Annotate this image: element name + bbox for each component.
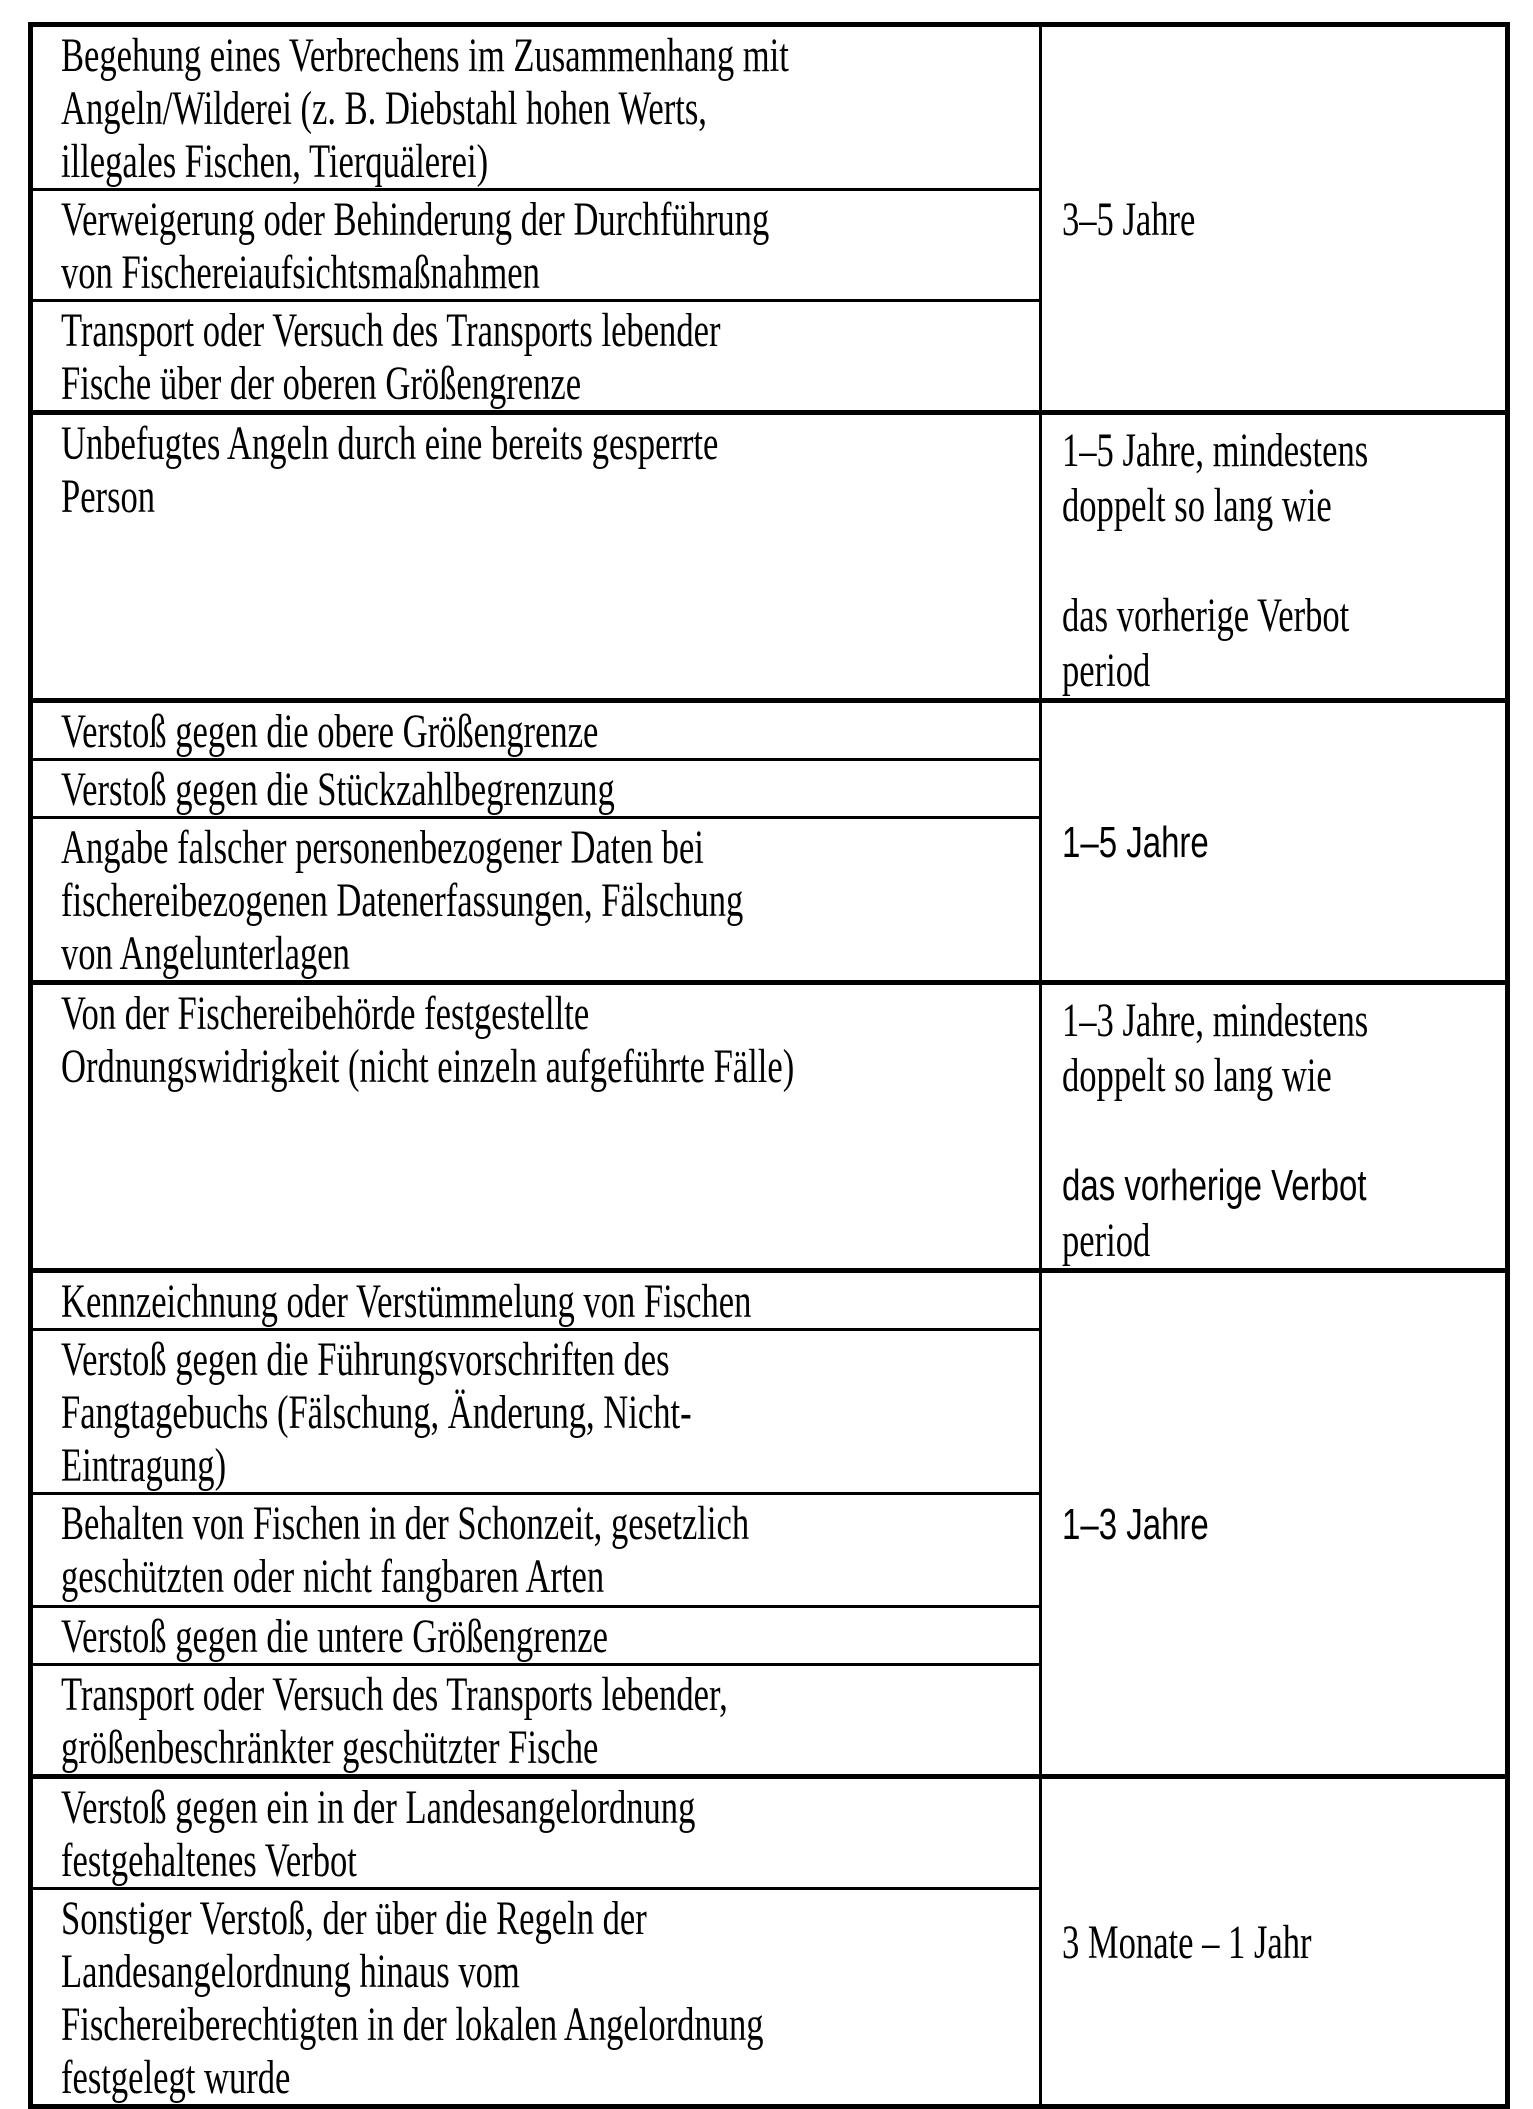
violation-line: Transport oder Versuch des Transports lebender — [61, 304, 721, 357]
penalty-line: doppelt so lang wie — [1062, 1049, 1332, 1102]
violation-line: von Fischereiaufsichtsmaßnahmen — [61, 246, 540, 299]
violation-line: Von der Fischereibehörde festgestellte — [61, 987, 590, 1040]
penalty-line — [1062, 533, 1378, 588]
violation-cell — [31, 701, 1041, 760]
violation-line: Transport oder Versuch des Transports lebender, — [61, 1668, 728, 1721]
violation-line: Fischereiberechtigten in der lokalen Angelordnung — [61, 1998, 764, 2051]
penalty-line: period — [1062, 644, 1151, 697]
violation-cell — [31, 1330, 1041, 1494]
penalty-line: doppelt so lang wie — [1062, 479, 1332, 532]
violation-line: illegales Fischen, Tierquälerei) — [61, 135, 489, 188]
penalty-cell — [1041, 1777, 1508, 2107]
violation-cell — [31, 1607, 1041, 1665]
penalty-line: 3–5 Jahre — [1062, 193, 1196, 246]
table-row — [31, 1777, 1508, 1889]
violation-line: Angeln/Wilderei (z. B. Diebstahl hohen Werts, — [61, 82, 707, 135]
violation-cell — [31, 301, 1041, 413]
violation-cell — [31, 983, 1041, 1271]
violation-cell — [31, 1665, 1041, 1777]
penalty-cell — [1041, 413, 1508, 701]
table-row — [31, 701, 1508, 760]
penalty-line: 1–5 Jahre — [1062, 818, 1209, 867]
violation-line: Fangtagebuchs (Fälschung, Änderung, Nicht- — [61, 1386, 692, 1439]
table-row — [31, 413, 1508, 701]
violation-line: Begehung eines Verbrechens im Zusammenhang mit — [61, 29, 789, 82]
penalty-cell — [1041, 983, 1508, 1271]
violation-line: geschützten oder nicht fangbaren Arten — [61, 1550, 605, 1603]
violation-line: von Angelunterlagen — [61, 927, 350, 980]
violation-line: Person — [61, 470, 156, 523]
violation-line: Verweigerung oder Behinderung der Durchführung — [61, 193, 770, 246]
violation-line: Angabe falscher personenbezogener Daten bei — [61, 821, 704, 874]
violation-cell — [31, 25, 1041, 190]
penalty-cell — [1041, 701, 1508, 983]
violation-line: Behalten von Fischen in der Schonzeit, gesetzlich — [61, 1497, 750, 1550]
table-row — [31, 983, 1508, 1271]
violation-cell — [31, 413, 1041, 701]
violation-line: Kennzeichnung oder Verstümmelung von Fischen — [61, 1275, 752, 1328]
violation-line: größenbeschränkter geschützter Fische — [61, 1721, 599, 1774]
violation-line: Verstoß gegen die Stückzahlbegrenzung — [61, 763, 615, 816]
violation-line: Fische über der oberen Größengrenze — [61, 357, 582, 410]
violation-line: fischereibezogenen Datenerfassungen, Fälschung — [61, 874, 744, 927]
penalty-line: das vorherige Verbot — [1062, 589, 1350, 642]
penalty-line: 1–5 Jahre, mindestens — [1062, 424, 1369, 477]
penalty-line: period — [1062, 1214, 1151, 1267]
violation-line: Unbefugtes Angeln durch eine bereits gesperrte — [61, 417, 719, 470]
table-row — [31, 1271, 1508, 1330]
violation-cell — [31, 190, 1041, 301]
violation-line: Eintragung) — [61, 1439, 227, 1492]
table-row — [31, 25, 1508, 190]
penalty-line: 1–3 Jahre — [1062, 1500, 1209, 1549]
violation-cell — [31, 1494, 1041, 1607]
penalty-table — [28, 22, 1510, 2109]
violation-line: Verstoß gegen die Führungsvorschriften des — [61, 1333, 670, 1386]
violation-cell — [31, 818, 1041, 983]
violation-line: festgehaltenes Verbot — [61, 1834, 357, 1887]
violation-line: Verstoß gegen ein in der Landesangelordnung — [61, 1781, 696, 1834]
penalty-line — [1062, 1103, 1378, 1158]
penalty-line: 3 Monate – 1 Jahr — [1062, 1916, 1312, 1969]
penalty-cell — [1041, 1271, 1508, 1777]
violation-cell — [31, 1271, 1041, 1330]
violation-cell — [31, 1777, 1041, 1889]
violation-line: festgelegt wurde — [61, 2051, 291, 2104]
violation-line: Sonstiger Verstoß, der über die Regeln der — [61, 1892, 647, 1945]
violation-line: Landesangelordnung hinaus vom — [61, 1945, 520, 1998]
violation-line: Verstoß gegen die obere Größengrenze — [61, 705, 599, 758]
violation-line: Verstoß gegen die untere Größengrenze — [61, 1610, 608, 1663]
violation-cell — [31, 760, 1041, 818]
penalty-line: 1–3 Jahre, mindestens — [1062, 994, 1369, 1047]
violation-line: Ordnungswidrigkeit (nicht einzeln aufgeführte Fälle) — [61, 1040, 795, 1093]
penalty-cell — [1041, 25, 1508, 413]
violation-cell — [31, 1889, 1041, 2107]
penalty-line: das vorherige Verbot — [1062, 1161, 1367, 1210]
